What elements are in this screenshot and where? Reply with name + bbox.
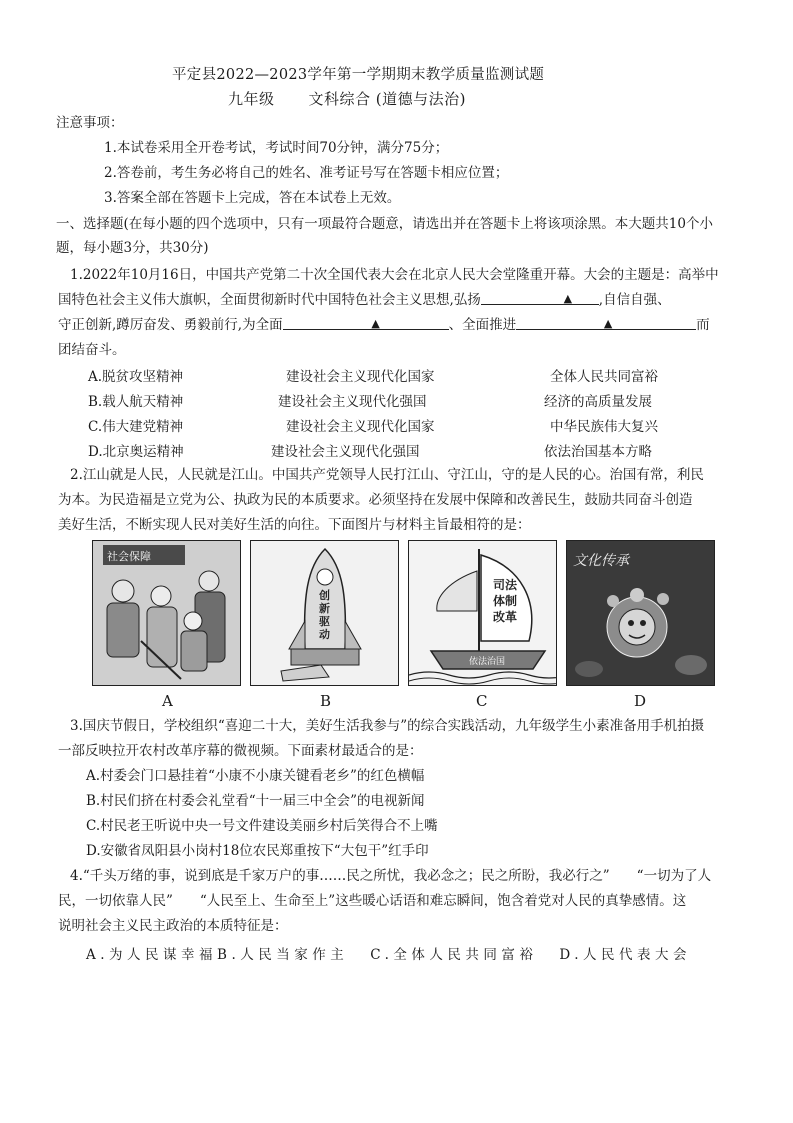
blank-marker-icon: ▲	[563, 292, 573, 305]
q1-blank-3	[516, 315, 696, 330]
q4-option-b: B.人民当家作主	[217, 947, 349, 963]
figure-c-image	[408, 540, 557, 686]
figure-b-rocket-char-4: 动	[319, 628, 330, 641]
exam-title: 平定县2022—2023学年第一学期期末教学质量监测试题	[172, 67, 545, 83]
q3-option-c: C.村民老王听说中央一号文件建设美丽乡村后笑得合不上嘴	[86, 818, 438, 834]
subject-label: 文科综合 (道德与法治)	[308, 90, 466, 108]
q2-line2: 为本。为民造福是立党为公、执政为民的本质要求。必须坚持在发展中保障和改善民生，鼓励共同奋斗创造	[58, 492, 693, 508]
figure-a-sign-text: 社会保障	[107, 550, 151, 563]
q1-option-a-col1: A.脱贫攻坚精神	[88, 369, 184, 385]
figure-d-banner-text: 文化传承	[573, 553, 629, 569]
q1-option-b-col2: 建设社会主义现代化强国	[278, 394, 427, 410]
q1-line2	[58, 290, 671, 310]
q1-option-c-col2: 建设社会主义现代化国家	[286, 419, 435, 435]
notes-heading: 注意事项：	[56, 115, 124, 131]
blank-marker-icon: ▲	[603, 317, 613, 330]
q1-line2-text: 国特色社会主义伟大旗帜，全面贯彻新时代中国特色社会主义思想,弘扬	[58, 292, 481, 308]
q1-blank-2	[283, 315, 449, 330]
q4-option-c: C.全体人民共同富裕	[370, 947, 538, 963]
note-item-1: 1.本试卷采用全开卷考试，考试时间70分钟，满分75分；	[104, 140, 449, 156]
q1-line3-mid: 、全面推进	[448, 317, 517, 333]
q1-option-d-col3: 依法治国基本方略	[544, 444, 652, 460]
q3-option-a: A.村委会门口悬挂着“小康不小康关键看老乡”的红色横幅	[86, 768, 425, 784]
q3-option-d: D.安徽省凤阳县小岗村18位农民郑重按下“大包干”红手印	[86, 843, 429, 859]
exam-subtitle	[228, 88, 466, 109]
figure-c-sail-line-3: 改革	[493, 610, 518, 624]
figure-c-hull-text: 依法治国	[469, 657, 506, 667]
q1-option-c-col3: 中华民族伟大复兴	[550, 419, 658, 435]
figure-a-label: A	[162, 692, 173, 710]
q1-line3-tail: 而	[696, 317, 710, 333]
q1-option-d-col1: D.北京奥运精神	[88, 444, 184, 460]
grade-label: 九年级	[228, 90, 275, 108]
figure-d-illustration	[567, 541, 715, 686]
figure-b-illustration	[251, 541, 399, 686]
q2-line3: 美好生活，不断实现人民对美好生活的向往。下面图片与材料主旨最相符的是：	[58, 517, 531, 533]
q4-option-a: A.为人民谋幸福	[86, 947, 218, 963]
q1-option-b-col3: 经济的高质量发展	[544, 394, 652, 410]
q4-line1: 4.“千头万绪的事，说到底是千家万户的事……民之所忧，我必念之；民之所盼，我必行之” “一切为了人	[70, 868, 712, 884]
figure-d-label: D	[634, 692, 647, 710]
q1-option-a-col3: 全体人民共同富裕	[550, 369, 658, 385]
figure-b-rocket-char-2: 新	[319, 602, 330, 615]
note-item-3: 3.答案全部在答题卡上完成，答在本试卷上无效。	[104, 190, 401, 206]
figure-c-sail-line-1: 司法	[493, 578, 518, 592]
section-instruction-line2: 题，每小题3分，共30分)	[56, 240, 209, 256]
figure-c-illustration	[409, 541, 557, 686]
q1-option-c-col1: C.伟大建党精神	[88, 419, 184, 435]
q1-line2-tail: ,自信自强、	[598, 292, 671, 308]
figure-d-image	[566, 540, 715, 686]
figure-c-sail-line-2: 体制	[493, 594, 518, 608]
q4-line2: 民，一切依靠人民” “人民至上、生命至上”这些暖心话语和难忘瞬间，饱含着党对人民的真挚感情。这	[58, 893, 687, 909]
q4-line3: 说明社会主义民主政治的本质特征是：	[58, 918, 288, 934]
q4-option-d: D.人民代表大会	[559, 947, 692, 963]
q3-line1: 3.国庆节假日，学校组织“喜迎二十大，美好生活我参与”的综合实践活动，九年级学生小素准备用手机拍摄	[70, 718, 705, 734]
q1-option-a-col2: 建设社会主义现代化国家	[286, 369, 435, 385]
figure-b-rocket-char-1: 创	[319, 589, 330, 602]
q2-line1: 2.江山就是人民，人民就是江山。中国共产党领导人民打江山、守江山，守的是人民的心。治国有常，利民	[70, 467, 704, 483]
figure-b-rocket-char-3: 驱	[319, 615, 330, 628]
q1-option-d-col2: 建设社会主义现代化强国	[271, 444, 420, 460]
q3-option-b: B.村民们挤在村委会礼堂看“十一届三中全会”的电视新闻	[86, 793, 425, 809]
q3-line2: 一部反映拉开农村改革序幕的微视频。下面素材最适合的是：	[58, 743, 423, 759]
section-instruction-line1: 一、选择题(在每小题的四个选项中，只有一项最符合题意，请选出并在答题卡上将该项涂黑。本大题共10个小	[56, 216, 713, 232]
q1-line4: 团结奋斗。	[58, 342, 126, 358]
figure-c-sail-text	[493, 577, 521, 624]
q1-line1: 1.2022年10月16日，中国共产党第二十次全国代表大会在北京人民大会堂隆重开幕。大会的主题是：高举中	[70, 267, 719, 283]
figure-a-illustration	[93, 541, 241, 686]
q4-options	[86, 943, 691, 963]
q1-option-b-col1: B.载人航天精神	[88, 394, 184, 410]
note-item-2: 2.答卷前，考生务必将自己的姓名、准考证号写在答题卡相应位置；	[104, 165, 509, 181]
figure-a-image	[92, 540, 241, 686]
figure-c-label: C	[476, 692, 488, 710]
blank-marker-icon: ▲	[371, 317, 380, 330]
q1-line3-text: 守正创新,蹲厉奋发、勇毅前行,为全面	[58, 317, 283, 333]
figure-b-label: B	[320, 692, 332, 710]
figure-b-image	[250, 540, 399, 686]
q1-line3	[58, 315, 710, 335]
q1-blank-1	[481, 290, 599, 305]
